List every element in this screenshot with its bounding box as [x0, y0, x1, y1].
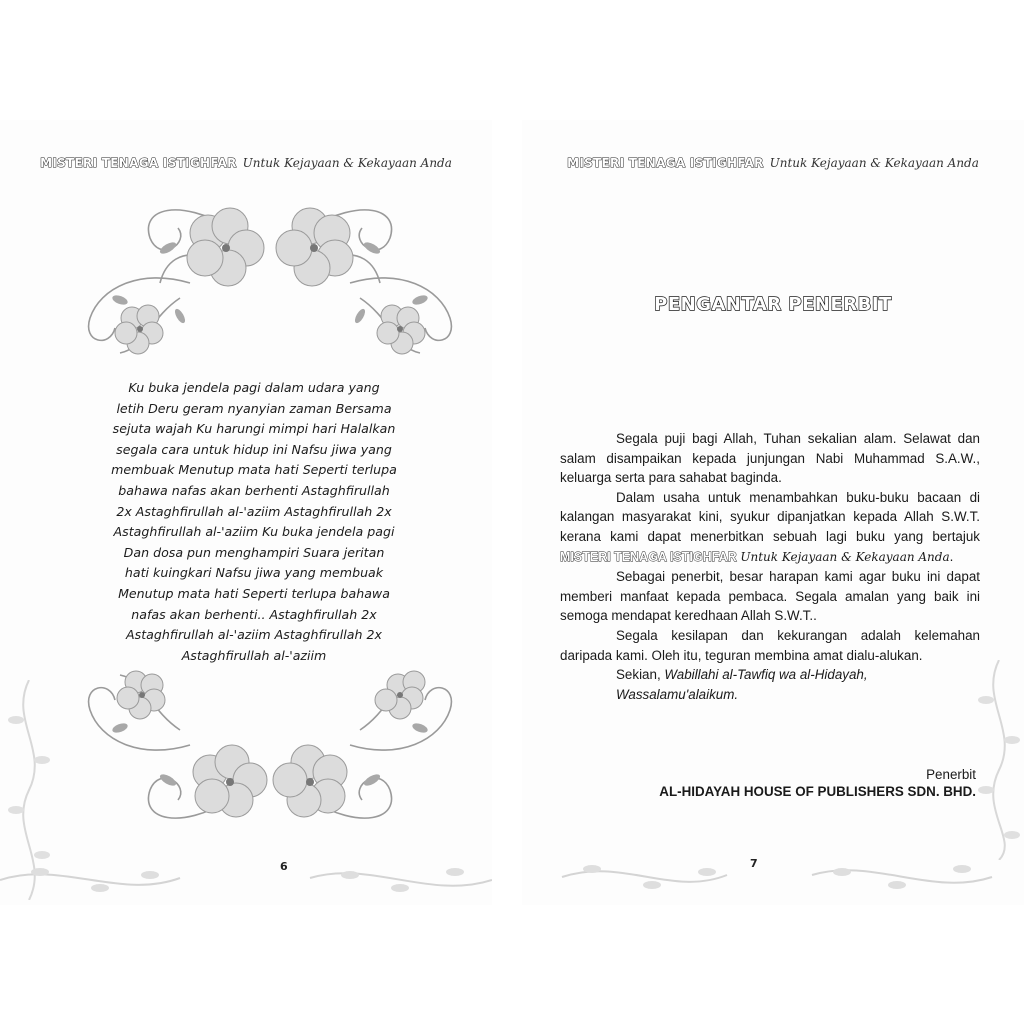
- closing-phrase: Wabillahi al-Tawfiq wa al-Hidayah,: [664, 667, 868, 683]
- vine-border-bottom: [0, 850, 492, 905]
- paragraph-text: .: [949, 548, 954, 564]
- paragraph: [560, 685, 980, 705]
- left-page: [0, 120, 492, 905]
- poem: [108, 378, 400, 666]
- floral-ornament-top: [60, 188, 480, 368]
- floral-ornament-bottom: [60, 660, 480, 840]
- poem-line: nafas akan berhenti.. Astaghfirullah 2x: [131, 606, 377, 622]
- inline-book-subtitle: Untuk Kejayaan & Kekayaan Anda: [740, 549, 950, 564]
- vine-border-bottom: [522, 845, 1024, 905]
- poem-line: hati kuingkari Nafsu jiwa yang membuak: [124, 565, 384, 581]
- paragraph: Sebagai penerbit, besar harapan kami agar buku ini dapat memberi manfaat kepada pembaca. Segala amalan yang baik ini semoga mendapat keredhaan Allah S.W.T..: [560, 569, 980, 624]
- closing-greeting: Wassalamu'alaikum.: [616, 686, 739, 702]
- page-number: 7: [750, 857, 758, 870]
- poem-line: membuak Menutup mata hati Seperti terlupa: [111, 462, 397, 478]
- running-header-title: MISTERI TENAGA ISTIGHFAR: [40, 156, 237, 170]
- poem-line: 2x Astaghfirullah al-'aziim Astaghfirullah 2x: [116, 503, 392, 519]
- poem-line: Ku buka jendela pagi dalam udara yang: [128, 380, 380, 395]
- running-header-title: MISTERI TENAGA ISTIGHFAR: [567, 156, 764, 170]
- poem-line: Astaghfirullah al-'aziim Astaghfirullah 2x: [126, 627, 382, 643]
- running-header: [0, 152, 492, 171]
- poem-line: segala cara untuk hidup ini Nafsu jiwa yang: [116, 441, 392, 457]
- paragraph: Segala kesilapan dan kekurangan adalah kelemahan daripada kami. Oleh itu, teguran membina amat dialu-alukan.: [560, 627, 980, 663]
- poem-line: bahawa nafas akan berhenti Astaghfirullah: [118, 482, 390, 498]
- signature-block: [659, 767, 976, 799]
- poem-line: Astaghfirullah al-'aziim: [181, 647, 327, 663]
- inline-book-title: MISTERI TENAGA ISTIGHFAR: [560, 549, 737, 564]
- paragraph-text: Dalam usaha untuk menambahkan buku-buku bacaan di kalangan masyarakat kini, syukur dipanjatkan kepada Allah S.W.T. kerana kami dapat menerbitkan sebuah lagi buku yang bertajuk: [560, 489, 980, 544]
- running-header: [522, 152, 1024, 171]
- publisher-name: AL-HIDAYAH HOUSE OF PUBLISHERS SDN. BHD.: [659, 784, 976, 799]
- poem-line: Astaghfirullah al-'aziim Ku buka jendela pagi: [113, 524, 395, 540]
- paragraph: Segala puji bagi Allah, Tuhan sekalian alam. Selawat dan salam disampaikan kepada junjungan Nabi Muhammad S.A.W., keluarga serta para sahabat baginda.: [560, 431, 980, 486]
- running-header-subtitle: Untuk Kejayaan & Kekayaan Anda: [242, 156, 452, 170]
- page-number: 6: [280, 860, 288, 873]
- poem-line: Dan dosa pun menghampiri Suara jeritan: [123, 544, 385, 560]
- poem-line: letih Deru geram nyanyian zaman Bersama: [116, 400, 392, 416]
- poem-line: Menutup mata hati Seperti terlupa bahawa: [118, 585, 390, 601]
- paragraph: [560, 665, 980, 685]
- preface-body: [560, 429, 980, 704]
- paragraph-text: Sekian,: [616, 667, 665, 683]
- section-title: PENGANTAR PENERBIT: [654, 294, 892, 315]
- poem-line: sejuta wajah Ku harungi mimpi hari Halalkan: [112, 421, 396, 437]
- vine-border-right: [974, 660, 1024, 860]
- book-gutter: [492, 120, 522, 905]
- paragraph: [560, 488, 980, 567]
- running-header-subtitle: Untuk Kejayaan & Kekayaan Anda: [769, 156, 979, 170]
- signature-role: Penerbit: [926, 767, 976, 782]
- right-page: [522, 120, 1024, 905]
